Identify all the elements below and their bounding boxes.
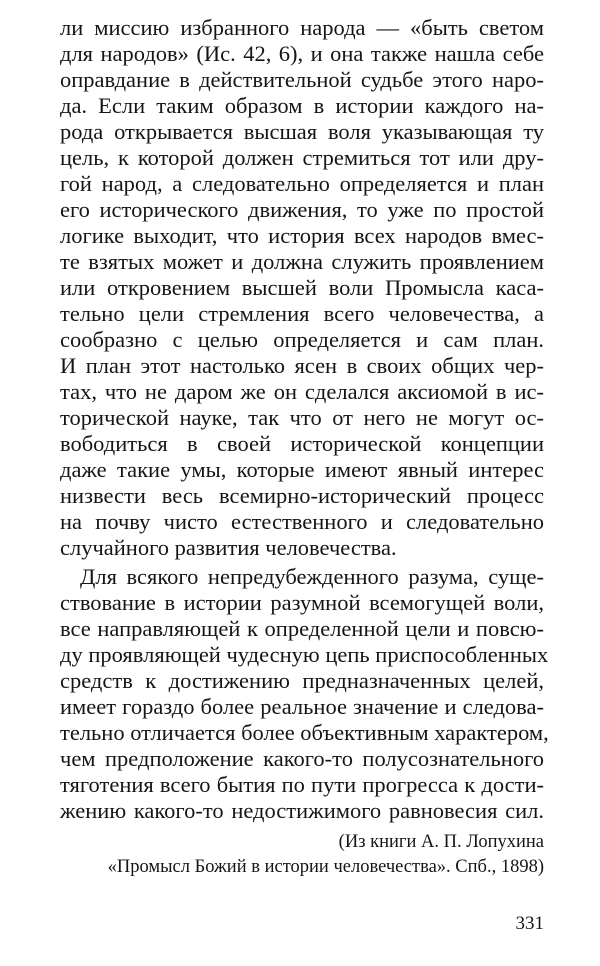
text-line: оправдание в действительной судьбе этого наро- (60, 67, 544, 92)
text-line: его исторического движения, то уже по простой (60, 197, 544, 222)
text-line: рода открывается высшая воля указывающая ту (60, 119, 544, 144)
text-line: имеет гораздо более реальное значение и следова- (60, 694, 544, 719)
text-line: те взятых может и должна служить проявлением (60, 249, 544, 274)
text-line: для народов» (Ис. 42, 6), и она также нашла себе (60, 41, 544, 66)
text-line: случайного развития человечества. (60, 535, 397, 560)
page-number: 331 (515, 913, 544, 934)
text-line: на почву чисто естественного и следовательно (60, 509, 544, 534)
text-line: или откровением высшей воли Промысла каса- (60, 275, 544, 300)
text-line: торической науке, так что от него не могут ос- (60, 405, 544, 430)
text-line: тяготения всего бытия по пути прогресса к дости- (60, 772, 544, 797)
source-citation-line-1: (Из книги А. П. Лопухина (338, 832, 544, 852)
text-line: да. Если таким образом в истории каждого на- (60, 93, 544, 118)
text-line: все направляющей к определенной цели и повсю- (60, 616, 544, 641)
text-line: чем предположение какого-то полусознательного (60, 746, 544, 771)
text-line: ду проявляющей чудесную цепь приспособленных (60, 642, 549, 667)
text-line: ствование в истории разумной всемогущей воли, (60, 590, 544, 615)
text-line: тельно отличается более объективным характером, (60, 720, 549, 745)
text-line: низвести весь всемирно-исторический процесс (60, 483, 544, 508)
text-line: вободиться в своей исторической концепции (60, 431, 544, 456)
text-line: сообразно с целью определяется и сам план. (60, 327, 544, 352)
text-line: логике выходит, что история всех народов вмес- (60, 223, 544, 248)
source-citation-line-2: «Промысл Божий в истории человечества». Спб., 1898) (107, 857, 544, 877)
text-line: И план этот настолько ясен в своих общих чер- (60, 353, 544, 378)
text-line: жению какого-то недостижимого равновесия сил. (60, 798, 544, 823)
text-line: даже такие умы, которые имеют явный интерес (60, 457, 544, 482)
text-line: Для всякого непредубежденного разума, суще- (80, 564, 544, 589)
text-line: цель, к которой должен стремиться тот или дру- (60, 145, 544, 170)
text-line: ли миссию избранного народа — «быть светом (60, 15, 544, 40)
text-line: гой народ, а следовательно определяется и план (60, 171, 544, 196)
text-line: тах, что не даром же он сделался аксиомой в ис- (60, 379, 544, 404)
text-line: тельно цели стремления всего человечества, а (60, 301, 544, 326)
text-line: средств к достижению предназначенных целей, (60, 668, 544, 693)
